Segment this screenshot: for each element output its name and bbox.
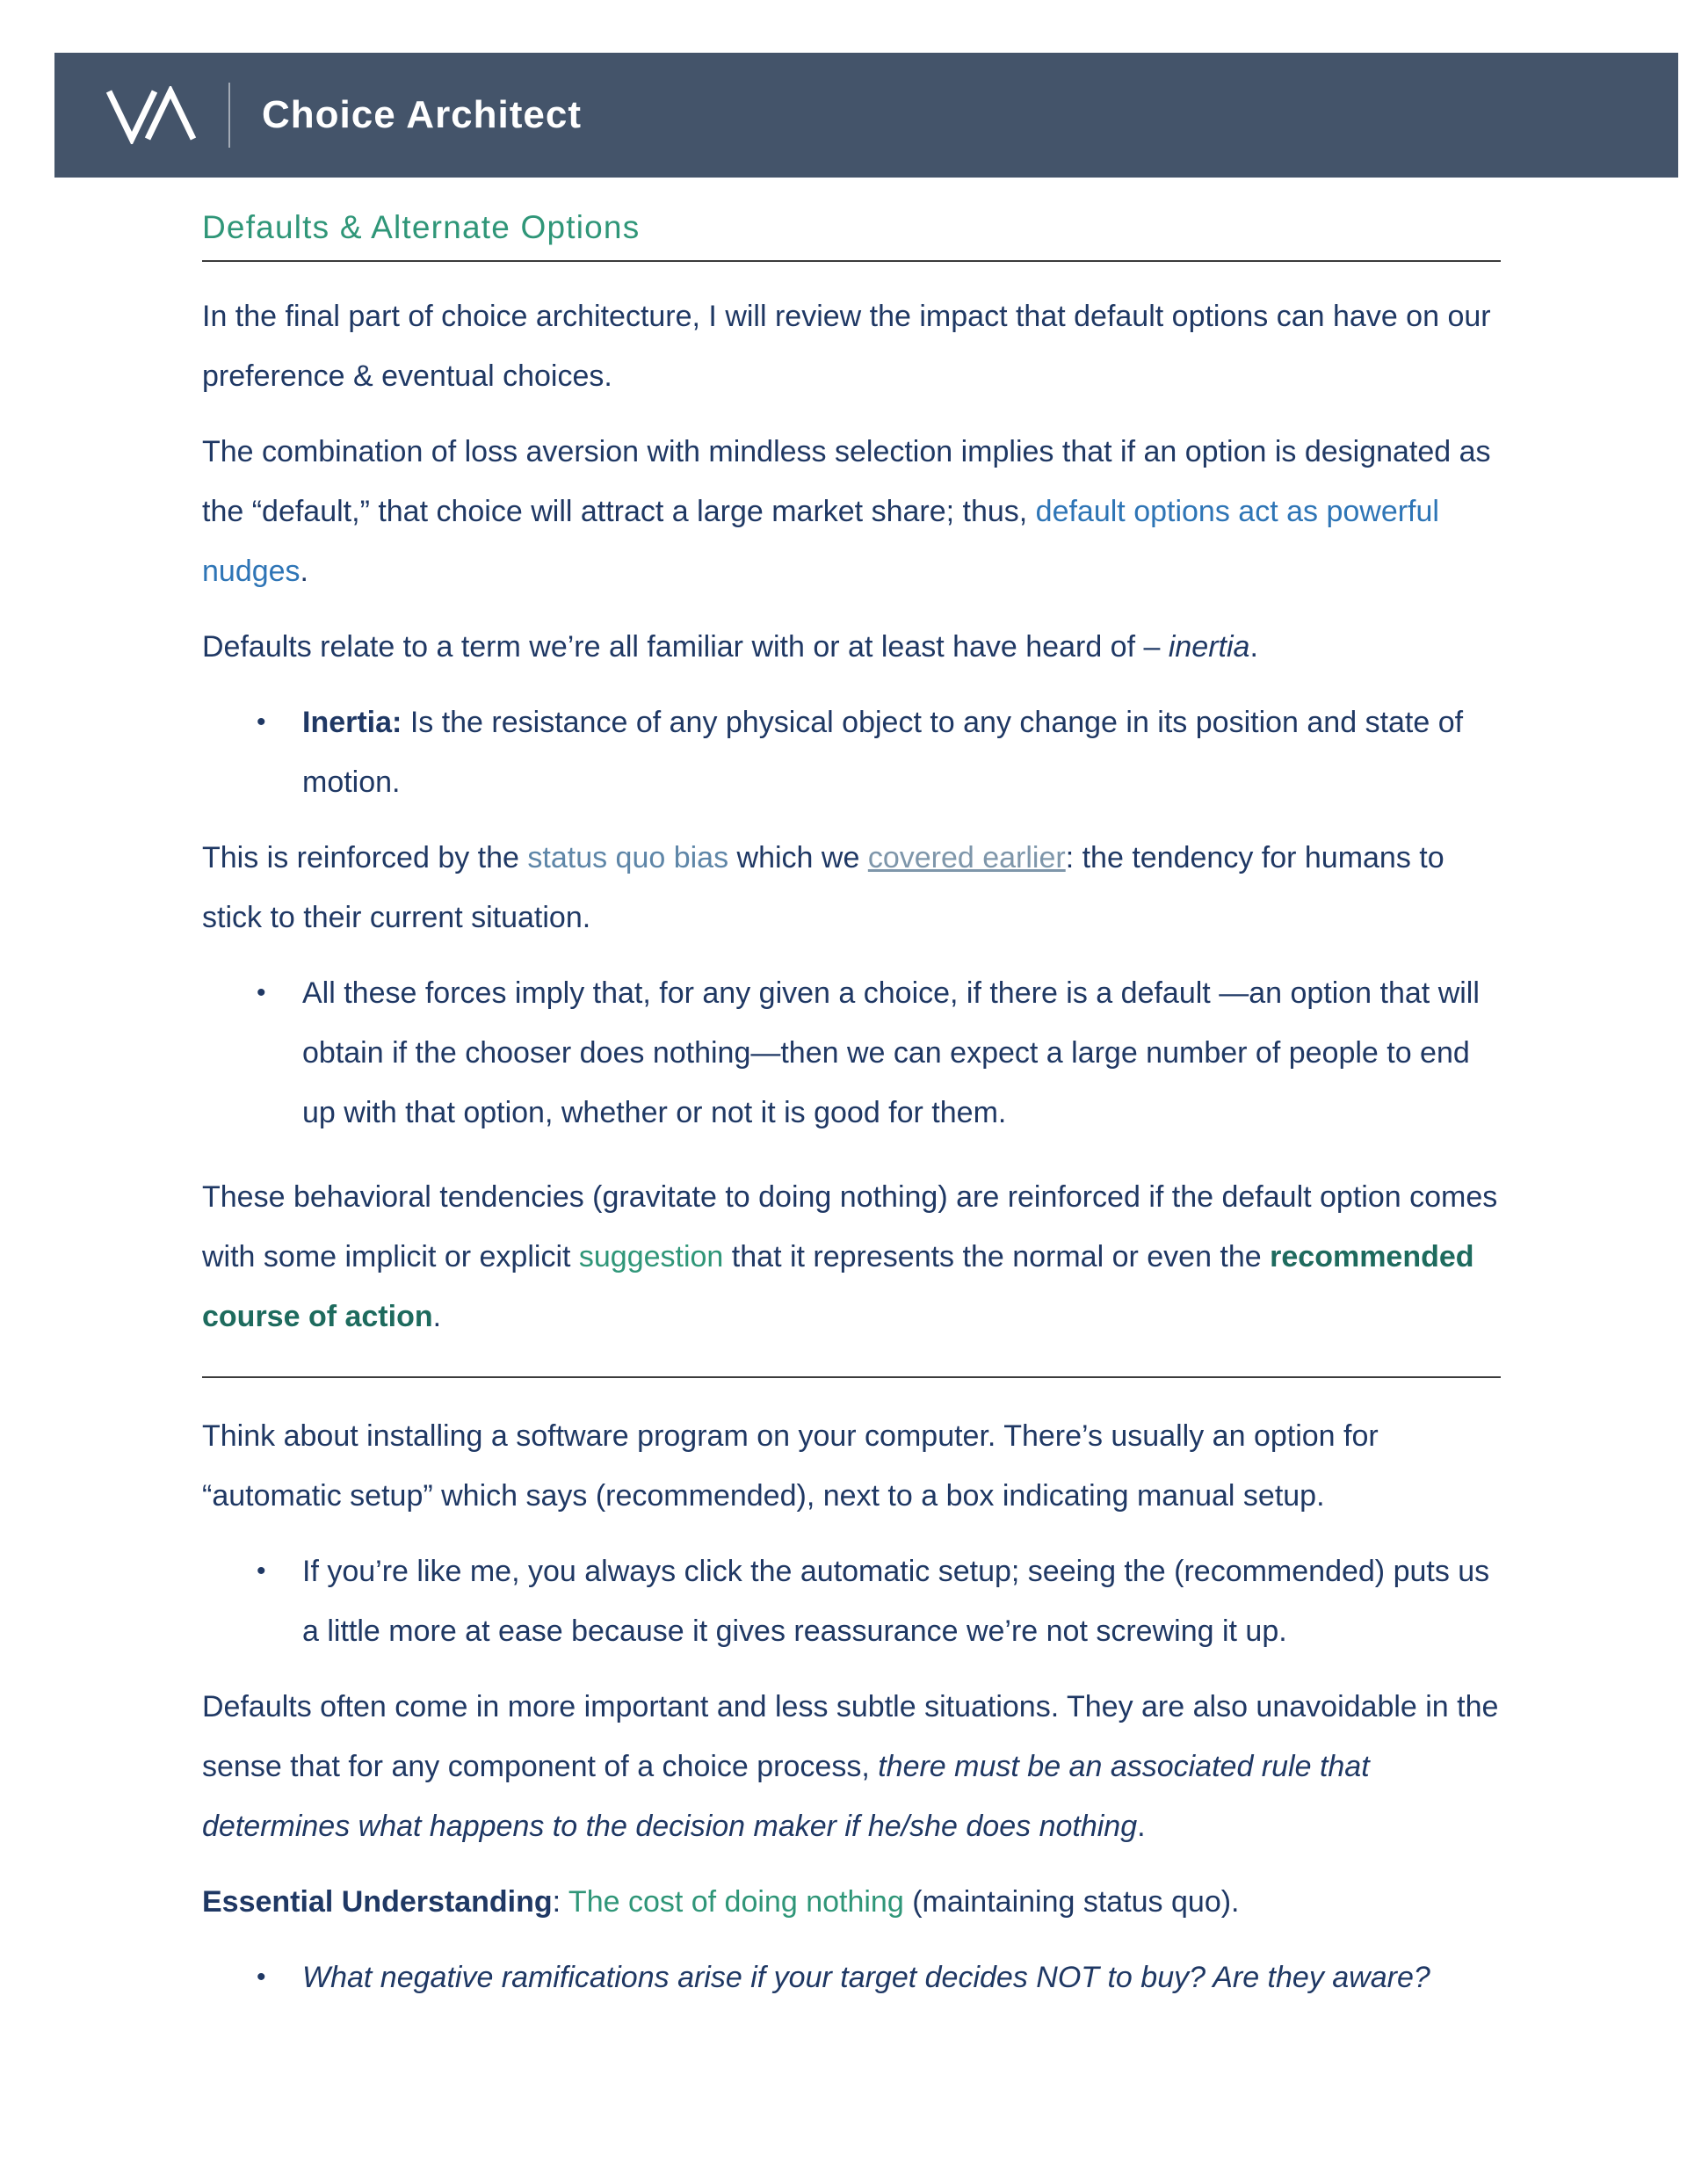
text-run: status quo bias — [527, 841, 729, 874]
section-divider — [202, 1376, 1501, 1378]
text-run: . — [300, 555, 308, 588]
bullet-icon: • — [257, 978, 266, 1007]
text-run: The cost of doing nothing — [568, 1885, 904, 1919]
bullet-icon: • — [257, 1963, 266, 1992]
bullet-item — [202, 963, 1501, 1143]
text-run: Defaults often come in more important and less subtle situations. They are also unavoidable in the sense that for any component of a choice process, — [202, 1690, 1499, 1783]
text-run: . — [432, 1300, 442, 1333]
text-run: Think about installing a software program on your computer. There’s usually an option for “automatic setup” which says (recommended), next to a box indicating manual setup. — [202, 1419, 1379, 1513]
text-run: . — [1249, 630, 1258, 664]
text-run: inertia — [1168, 630, 1250, 664]
paragraph — [202, 1872, 1501, 1932]
text-run: suggestion — [578, 1240, 724, 1273]
text-run: All these forces imply that, for any given a choice, if there is a default —an option that will obtain if the chooser does nothing—then we can expect a large number of people to end up with that option, whether or not it is good for them. — [302, 976, 1480, 1129]
inline-link[interactable]: covered earlier — [867, 841, 1066, 874]
text-run: there must be an associated rule that determines what happens to the decision maker if he/she does nothing — [202, 1750, 1370, 1843]
text-run: which we — [728, 841, 868, 874]
text-run: recommended course of action — [202, 1240, 1474, 1333]
text-run: In the final part of choice architecture, I will review the impact that default options can have on our preference & eventual choices. — [202, 300, 1491, 393]
bullet-item — [202, 1542, 1501, 1661]
va-logo-icon — [104, 86, 199, 144]
document-header — [54, 53, 1678, 178]
bullet-text — [302, 1542, 1501, 1661]
text-run: that it represents the normal or even the — [723, 1240, 1271, 1273]
paragraph — [202, 287, 1501, 406]
bullet-text — [302, 963, 1501, 1143]
text-run: Is the resistance of any physical object to any change in its position and state of motion. — [302, 706, 1464, 799]
text-run: : the tendency for humans to stick to their current situation. — [202, 841, 1444, 934]
section-heading: Defaults & Alternate Options — [202, 209, 641, 245]
heading-rule — [202, 260, 1501, 262]
blocks-container — [202, 287, 1501, 2007]
text-run: These behavioral tendencies (gravitate to doing nothing) are reinforced if the default option comes with some implicit or explicit — [202, 1180, 1498, 1273]
paragraph — [202, 1677, 1501, 1856]
paragraph — [202, 828, 1501, 947]
bullet-text — [302, 1948, 1501, 2007]
text-run: Inertia: — [302, 706, 410, 739]
paragraph — [202, 1167, 1501, 1346]
text-run: What negative ramifications arise if your target decides NOT to buy? Are they aware? — [302, 1961, 1430, 1994]
bullet-item — [202, 693, 1501, 812]
text-run: (maintaining status quo). — [903, 1885, 1240, 1919]
text-run: The combination of loss aversion with mindless selection implies that if an option is designated as the “default,” that choice will attract a large market share; thus, — [202, 435, 1491, 528]
bullet-text — [302, 693, 1501, 812]
paragraph — [202, 1406, 1501, 1526]
text-run: . — [1137, 1810, 1146, 1843]
text-run: : — [552, 1885, 568, 1919]
bullet-item — [202, 1948, 1501, 2007]
text-run: default options act as powerful nudges — [202, 495, 1439, 588]
paragraph — [202, 617, 1501, 677]
text-run: Essential Understanding — [202, 1885, 553, 1919]
text-run: This is reinforced by the — [202, 841, 528, 874]
brand-title: Choice Architect — [262, 93, 583, 136]
text-run: If you’re like me, you always click the automatic setup; seeing the (recommended) puts us a little more at ease because it gives reassurance we’re not screwing it up. — [302, 1555, 1490, 1648]
bullet-icon: • — [257, 707, 266, 736]
document-body — [202, 209, 1501, 2023]
bullet-icon: • — [257, 1556, 266, 1585]
text-run: Defaults relate to a term we’re all familiar with or at least have heard of – — [202, 630, 1169, 664]
paragraph — [202, 422, 1501, 601]
header-divider — [228, 83, 230, 148]
